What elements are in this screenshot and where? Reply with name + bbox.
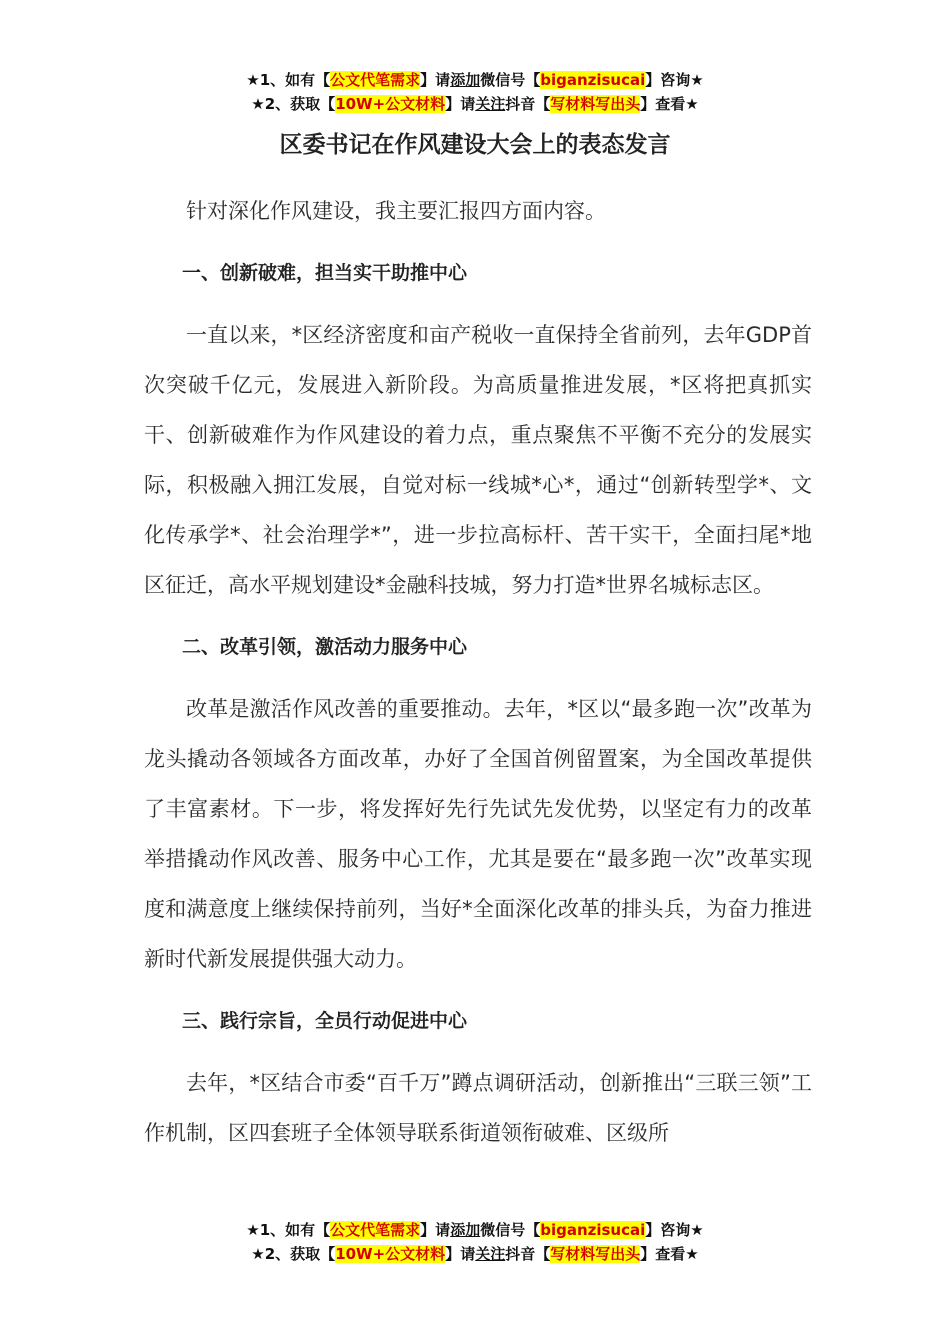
intro-paragraph: 针对深化作风建设，我主要汇报四方面内容。 <box>186 199 606 223</box>
banner-text: 】请 <box>420 1221 451 1239</box>
banner-line-2 <box>0 1242 950 1266</box>
banner-text: 】请 <box>445 95 476 113</box>
banner-text: 微信号【 <box>480 1221 541 1239</box>
banner-underline: 关注 <box>475 95 506 113</box>
section-heading: 一、创新破难，担当实干助推中心 <box>182 262 468 284</box>
document-body <box>144 186 812 1158</box>
banner-text: 抖音【 <box>505 1245 551 1263</box>
banner-underline: 关注 <box>475 1245 506 1263</box>
section-paragraph: 一直以来，*区经济密度和亩产税收一直保持全省前列，去年GDP首次突破千亿元，发展进入新阶段。为高质量推进发展，*区将把真抓实干、创新破难作为作风建设的着力点，重点聚焦不平衡不充分的发展实际，积极融入拥江发展，自觉对标一线城*心*，通过“创新转型学*、文化传承学*、社会治理学*”，进一步拉高标杆、苦干实干，全面扫尾*地区征迁，高水平规划建设*金融科技城，努力打造*世界名城标志区。 <box>144 323 812 597</box>
banner-text: 】咨询★ <box>645 71 704 89</box>
banner-text: 】咨询★ <box>645 1221 704 1239</box>
banner-highlight: 公文代笔需求 <box>330 71 421 89</box>
section-heading: 三、践行宗旨，全员行动促进中心 <box>182 1010 468 1032</box>
banner-underline: 添加 <box>450 71 481 89</box>
banner-highlight: 写材料写出头 <box>550 1245 641 1263</box>
banner-underline: 添加 <box>450 1221 481 1239</box>
banner-line-1 <box>0 68 950 92</box>
banner-text: 微信号【 <box>480 71 541 89</box>
banner-line-2 <box>0 92 950 116</box>
section-paragraph: 改革是激活作风改善的重要推动。去年，*区以“最多跑一次”改革为龙头撬动各领域各方面改革，办好了全国首例留置案，为全国改革提供了丰富素材。下一步，将发挥好先行先试先发优势，以坚定有力的改革举措撬动作风改善、服务中心工作，尤其是要在“最多跑一次”改革实现度和满意度上继续保持前列，当好*全面深化改革的排头兵，为奋力推进新时代新发展提供强大动力。 <box>144 697 812 971</box>
banner-highlight: biganzisucai <box>540 71 646 89</box>
banner-highlight: 10W+公文材料 <box>335 95 446 113</box>
banner-text: 】查看★ <box>640 95 699 113</box>
banner-text: 抖音【 <box>505 95 551 113</box>
banner-text: ★2、获取【 <box>251 1245 336 1263</box>
document-title: 区委书记在作风建设大会上的表态发言 <box>279 132 671 158</box>
banner-highlight: 10W+公文材料 <box>335 1245 446 1263</box>
banner-text: ★1、如有【 <box>246 71 331 89</box>
banner-line-1 <box>0 1218 950 1242</box>
section-paragraph: 去年，*区结合市委“百千万”蹲点调研活动，创新推出“三联三领”工作机制，区四套班子全体领导联系街道领衔破难、区级所 <box>144 1071 812 1145</box>
section-heading: 二、改革引领，激活动力服务中心 <box>182 636 468 658</box>
banner-text: 】请 <box>445 1245 476 1263</box>
banner-highlight: biganzisucai <box>540 1221 646 1239</box>
banner-highlight: 公文代笔需求 <box>330 1221 421 1239</box>
bottom-banner <box>0 1218 950 1266</box>
banner-text: ★1、如有【 <box>246 1221 331 1239</box>
banner-text: 】查看★ <box>640 1245 699 1263</box>
banner-text: ★2、获取【 <box>251 95 336 113</box>
banner-highlight: 写材料写出头 <box>550 95 641 113</box>
top-banner <box>0 68 950 116</box>
banner-text: 】请 <box>420 71 451 89</box>
